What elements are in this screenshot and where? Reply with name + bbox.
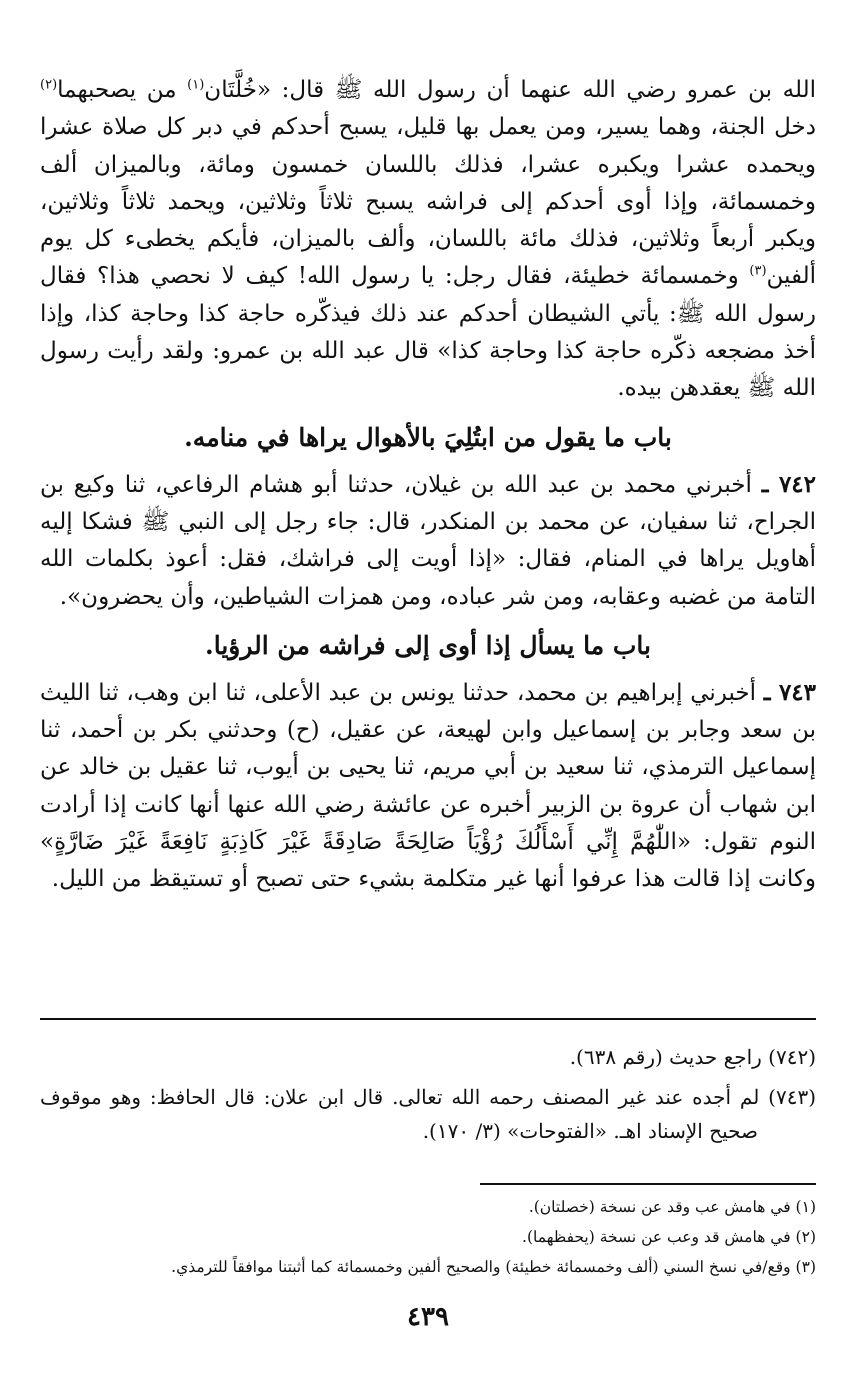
footnote-3: (٣) وقع/في نسخ السني (ألف وخمسمائة خطيئة) والصحيح ألفين وخمسمائة كما أثبتنا موافقاً للترمذي. xyxy=(171,1258,816,1276)
footnote-marker-3: (٣) xyxy=(749,263,767,279)
paragraph-text: الله بن عمرو رضي الله عنهما أن رسول الله ﷺ قال: «خُلَّتَان xyxy=(204,77,816,103)
hadith-number: ٧٤٢ ـ xyxy=(761,470,816,498)
hadith-notes xyxy=(40,1040,816,1154)
hadith-742 xyxy=(40,466,816,616)
paragraph-text: من يصحبهما xyxy=(57,77,188,103)
footnote-separator xyxy=(480,1183,816,1185)
chapter-heading: باب ما يسأل إذا أوى إلى فراشه من الرؤيا. xyxy=(205,630,651,660)
note-743: (٧٤٣) لم أجده عند غير المصنف رحمه الله تعالى. قال ابن علان: قال الحافظ: وهو موقوف صحيح الإسناد اهـ. «الفتوحات» (٣/ ١٧٠). xyxy=(40,1085,816,1143)
note-742: (٧٤٢) راجع حديث (رقم ٦٣٨). xyxy=(569,1045,816,1069)
main-text xyxy=(40,72,816,899)
hadith-text: أخبرني إبراهيم بن محمد، حدثنا يونس بن عبد الأعلى، ثنا ابن وهب، ثنا الليث بن سعد وجابر بن إسماعيل وابن لهيعة، عن عقيل، (ح) وحدثني بكر بن أحمد، ثنا إسماعيل الترمذي، ثنا سعيد بن أبي مريم، ثنا يحيى بن أيوب، ثنا عقيل بن خالد عن ابن شهاب أن عروة بن الزبير أخبره عن عائشة رضي الله عنها أنها كانت إذا أرادت النوم تقول: «اللّٰهُمَّ إِنِّي أَسْأَلُكَ رُؤْيَاً صَالِحَةً صَادِقَةً غَيْرَ كَاذِبَةٍ نَافِعَةً غَيْرَ ضَارَّةٍ» وكانت إذا قالت هذا عرفوا أنها غير متكلمة بشيء حتى تصبح أو تستيقظ من الليل. xyxy=(40,679,816,893)
footnote-2: (٢) في هامش قد وعب عن نسخة (يحفظهما). xyxy=(522,1228,816,1246)
hadith-743 xyxy=(40,674,816,899)
footnote-1: (١) في هامش عب وقد عن نسخة (خصلتان). xyxy=(528,1198,816,1216)
hadith-text: أخبرني محمد بن عبد الله بن غيلان، حدثنا أبو هشام الرفاعي، ثنا وكيع بن الجراح، ثنا سفيان، عن محمد بن المنكدر، قال: جاء رجل إلى النبي ﷺ فشكا إليه أهاويل يراها في المنام، فقال: «إذا أويت إلى فراشك، فقل: أعوذ بكلمات الله التامة من غضبه وعقابه، ومن شر عباده، ومن همزات الشياطين، وأن يحضرون». xyxy=(40,471,816,610)
page-number: ٤٣٩ xyxy=(407,1302,449,1332)
footnotes xyxy=(40,1192,816,1282)
footnote-marker-1: (١) xyxy=(187,77,205,93)
chapter-heading: باب ما يقول من ابتُلِيَ بالأهوال يراها في منامه. xyxy=(184,422,672,452)
separator-line xyxy=(40,1018,816,1020)
footnote-marker-2: (٢) xyxy=(40,77,58,93)
hadith-number: ٧٤٣ ـ xyxy=(763,678,816,706)
paragraph-text: دخل الجنة، وهما يسير، ومن يعمل بها قليل، يسبح أحدكم في دبر كل صلاة عشرا ويحمده عشرا ويكبره عشرا، فذلك باللسان خمسون ومائة، وبالميزان ألف وخمسمائة، وإذا أوى أحدكم إلى فراشه يسبح ثلاثاً وثلاثين، ويحمد ثلاثاً وثلاثين، ويكبر أربعاً وثلاثين، فذلك مائة باللسان، وألف بالميزان، فأيكم يخطىء كل يوم ألفين xyxy=(40,114,816,290)
hadith-continuation-paragraph xyxy=(40,72,816,408)
paragraph-text: وخمسمائة خطيئة، فقال رجل: يا رسول الله! كيف لا نحصي هذا؟ فقال رسول الله ﷺ: يأتي الشيطان أحدكم عند ذلك فيذكّره حاجة كذا وحاجة كذا، وإذا أخذ مضجعه ذكّره حاجة كذا وحاجة كذا» قال عبد الله بن عمرو: ولقد رأيت رسول الله ﷺ يعقدهن بيده. xyxy=(40,263,816,402)
